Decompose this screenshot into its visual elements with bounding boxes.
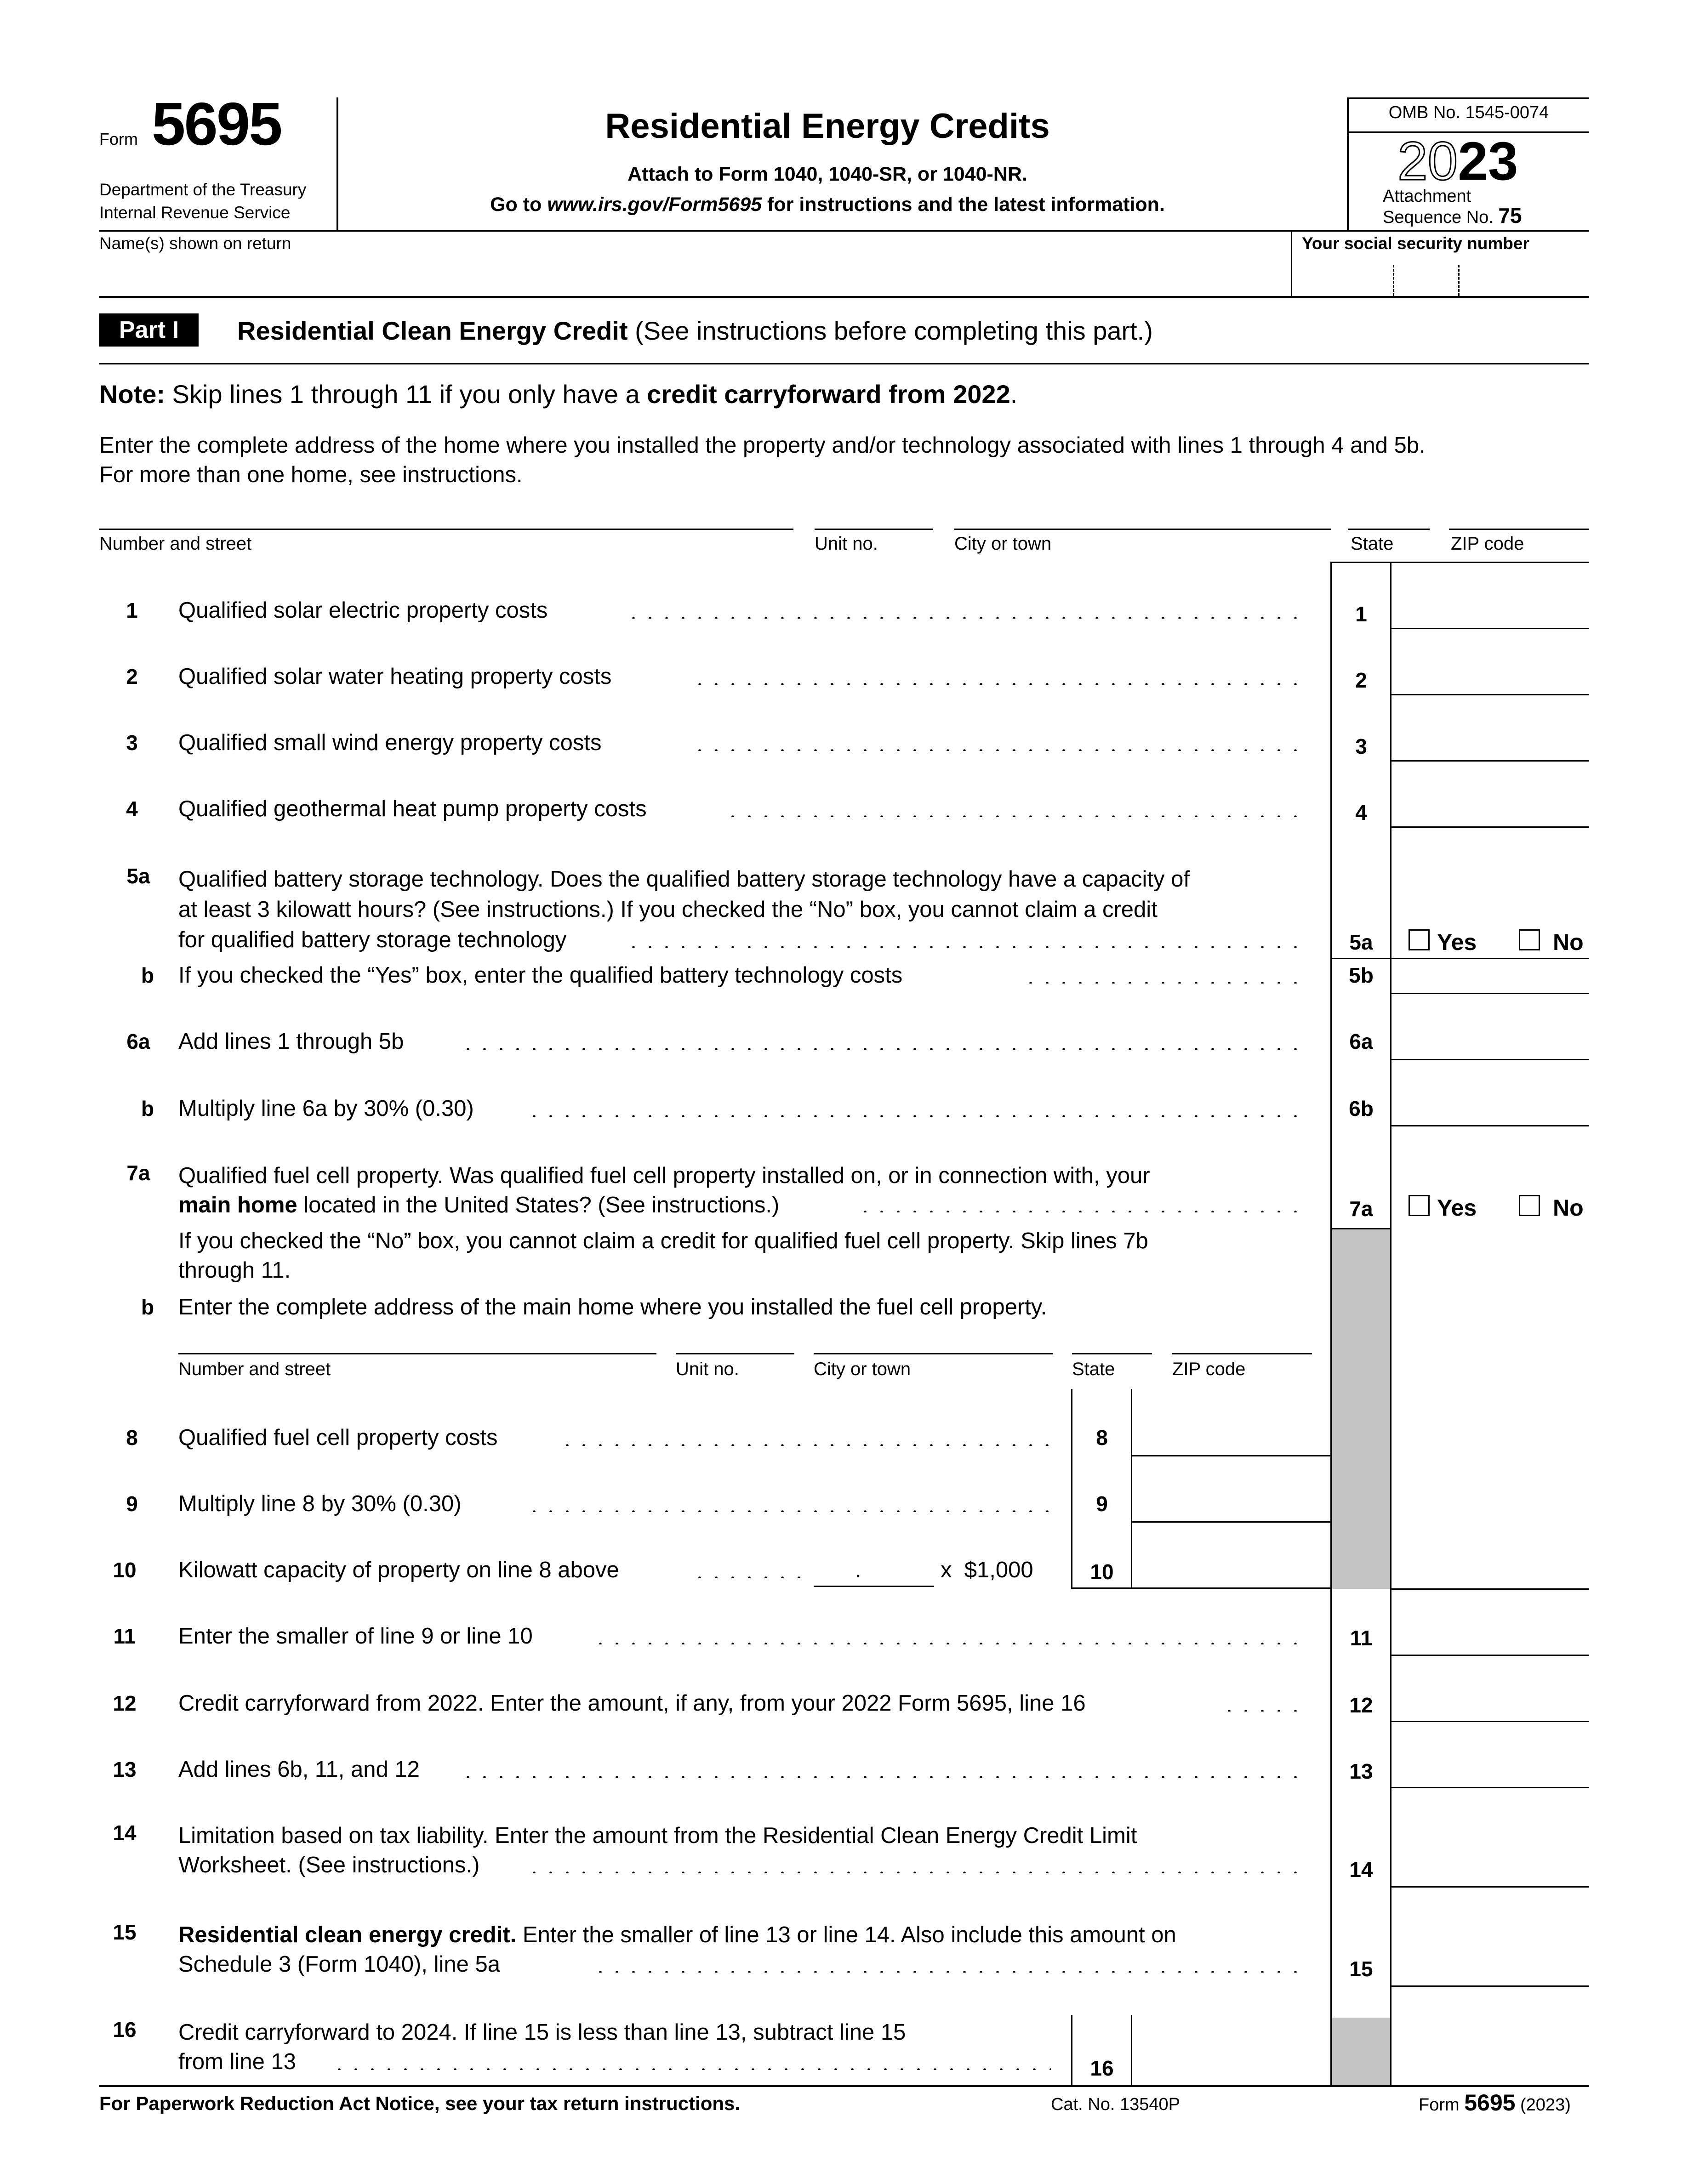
fuel-zip-label: ZIP code: [1172, 1359, 1246, 1379]
line-13-text: Add lines 6b, 11, and 12: [178, 1757, 420, 1782]
paperwork-notice: For Paperwork Reduction Act Notice, see your tax return instructions.: [99, 2093, 741, 2114]
line-1-text: Qualified solar electric property costs: [178, 598, 548, 623]
line-16-amount[interactable]: [1134, 2017, 1329, 2084]
line-6a-amount[interactable]: [1393, 995, 1589, 1058]
line-1-amount[interactable]: [1393, 563, 1589, 627]
line-5a-no-checkbox[interactable]: [1519, 929, 1540, 950]
attachment-label: Attachment: [1383, 187, 1471, 206]
ssn-label: Your social security number: [1302, 234, 1529, 253]
home-state-input[interactable]: [1348, 496, 1430, 529]
line-2-amount[interactable]: [1393, 630, 1589, 693]
kilowatt-input[interactable]: [814, 1553, 934, 1586]
line-8-text: Qualified fuel cell property costs: [178, 1425, 498, 1450]
line-3-amount[interactable]: [1393, 696, 1589, 759]
instructions-url-line: Go to www.irs.gov/Form5695 for instructions and the latest information.: [490, 193, 1165, 216]
home-city-input[interactable]: [954, 496, 1331, 529]
line-12-amount[interactable]: [1393, 1656, 1589, 1720]
line-5a-text-2: at least 3 kilowatt hours? (See instructions.) If you checked the “No” box, you cannot claim a credit: [178, 897, 1158, 922]
line-2-text: Qualified solar water heating property costs: [178, 664, 612, 689]
fuel-cell-unit-input[interactable]: [676, 1321, 794, 1353]
line-7a-text-4: through 11.: [178, 1258, 291, 1283]
line-4-text: Qualified geothermal heat pump property costs: [178, 796, 647, 821]
line-7a-no-checkbox[interactable]: [1519, 1195, 1540, 1216]
line-15-amount[interactable]: [1393, 1888, 1589, 1985]
line-5a-text-1: Qualified battery storage technology. Does the qualified battery storage technology have a capacity of: [178, 867, 1190, 892]
street-label: Number and street: [99, 534, 252, 554]
line-4-amount[interactable]: [1393, 762, 1589, 825]
home-street-input[interactable]: [99, 496, 793, 529]
fuel-cell-zip-input[interactable]: [1172, 1321, 1312, 1353]
state-label: State: [1351, 534, 1394, 554]
form-label: Form: [99, 130, 138, 148]
intro-line-2: For more than one home, see instructions.: [99, 462, 523, 487]
tax-year: 2023: [1397, 131, 1518, 192]
instructions-url[interactable]: www.irs.gov/Form5695: [547, 193, 762, 216]
catalog-number: Cat. No. 13540P: [1051, 2095, 1180, 2114]
line-15-text-1: Residential clean energy credit. Enter the smaller of line 13 or line 14. Also include this amount on: [178, 1922, 1176, 1947]
line-15-text-2: Schedule 3 (Form 1040), line 5a: [178, 1952, 500, 1977]
attach-instruction: Attach to Form 1040, 1040-SR, or 1040-NR.: [627, 163, 1027, 185]
line-10-text: Kilowatt capacity of property on line 8 above: [178, 1558, 619, 1582]
irs-name: Internal Revenue Service: [99, 203, 291, 222]
ssn-input[interactable]: [1293, 256, 1587, 297]
line-3-text: Qualified small wind energy property costs: [178, 730, 602, 755]
line-5a-yes-checkbox[interactable]: [1409, 929, 1430, 950]
form-number: 5695: [152, 90, 281, 158]
fuel-cell-street-input[interactable]: [178, 1321, 656, 1353]
line-7a-yes-label: Yes: [1437, 1195, 1477, 1221]
home-unit-input[interactable]: [815, 496, 933, 529]
part-title: Residential Clean Energy Credit (See instructions before completing this part.): [237, 316, 1153, 345]
line-5b-amount[interactable]: [1393, 960, 1589, 992]
city-label: City or town: [954, 534, 1052, 554]
line-5a-yes-label: Yes: [1437, 929, 1477, 955]
line-12-text: Credit carryforward from 2022. Enter the amount, if any, from your 2022 Form 5695, line 16: [178, 1691, 1086, 1716]
line-7a-text-3: If you checked the “No” box, you cannot claim a credit for qualified fuel cell property. Skip lines 7b: [178, 1228, 1148, 1253]
fuel-city-label: City or town: [814, 1359, 911, 1379]
line-6b-text: Multiply line 6a by 30% (0.30): [178, 1096, 474, 1121]
department: Department of the Treasury: [99, 180, 307, 199]
part-tag: Part I: [99, 313, 199, 347]
zip-label: ZIP code: [1451, 534, 1524, 554]
line-10-amount[interactable]: [1134, 1523, 1329, 1587]
line-13-amount[interactable]: [1393, 1723, 1589, 1786]
line-7a-text-1: Qualified fuel cell property. Was qualified fuel cell property installed on, or in connection with, your: [178, 1163, 1150, 1188]
name-label: Name(s) shown on return: [99, 234, 291, 253]
line-6b-amount[interactable]: [1393, 1061, 1589, 1124]
line-14-amount[interactable]: [1393, 1789, 1589, 1885]
line-7a-yes-checkbox[interactable]: [1409, 1195, 1430, 1216]
part-note: Note: Skip lines 1 through 11 if you only have a credit carryforward from 2022.: [99, 380, 1018, 409]
home-zip-input[interactable]: [1449, 496, 1589, 529]
fuel-cell-city-input[interactable]: [814, 1321, 1053, 1353]
line-16-text-2: from line 13: [178, 2049, 297, 2074]
unit-label: Unit no.: [815, 534, 878, 554]
line-5a-text-3: for qualified battery storage technology: [178, 927, 567, 952]
line-9-amount[interactable]: [1134, 1457, 1329, 1520]
fuel-state-label: State: [1072, 1359, 1115, 1379]
footer-form-id: Form 5695 (2023): [1419, 2090, 1571, 2116]
line-14-text-2: Worksheet. (See instructions.): [178, 1853, 480, 1877]
line-16-text-1: Credit carryforward to 2024. If line 15 is less than line 13, subtract line 15: [178, 2020, 906, 2045]
fuel-street-label: Number and street: [178, 1359, 331, 1379]
name-input[interactable]: [99, 256, 1290, 297]
sequence-label: Sequence No. 75: [1383, 204, 1522, 228]
line-5a-no-label: No: [1553, 929, 1584, 955]
fuel-cell-state-input[interactable]: [1072, 1321, 1152, 1353]
line-9-text: Multiply line 8 by 30% (0.30): [178, 1491, 462, 1516]
omb-number: OMB No. 1545-0074: [1388, 103, 1549, 122]
line-8-amount[interactable]: [1134, 1391, 1329, 1454]
line-7b-text: Enter the complete address of the main home where you installed the fuel cell property.: [178, 1295, 1047, 1320]
line-5b-text: If you checked the “Yes” box, enter the qualified battery technology costs: [178, 963, 903, 988]
intro-line-1: Enter the complete address of the home where you installed the property and/or technology associated with lines 1 through 4 and 5b.: [99, 433, 1426, 458]
line-10-multiplier: x $1,000: [941, 1558, 1033, 1582]
line-7a-text-2: main home located in the United States? (See instructions.): [178, 1193, 780, 1217]
line-7a-no-label: No: [1553, 1195, 1584, 1221]
line-11-text: Enter the smaller of line 9 or line 10: [178, 1624, 533, 1649]
form-title: Residential Energy Credits: [605, 107, 1050, 146]
fuel-unit-label: Unit no.: [676, 1359, 739, 1379]
line-6a-text: Add lines 1 through 5b: [178, 1029, 404, 1054]
line-11-amount[interactable]: [1393, 1590, 1589, 1654]
line-14-text-1: Limitation based on tax liability. Enter the amount from the Residential Clean Energy Credit Limit: [178, 1823, 1137, 1848]
